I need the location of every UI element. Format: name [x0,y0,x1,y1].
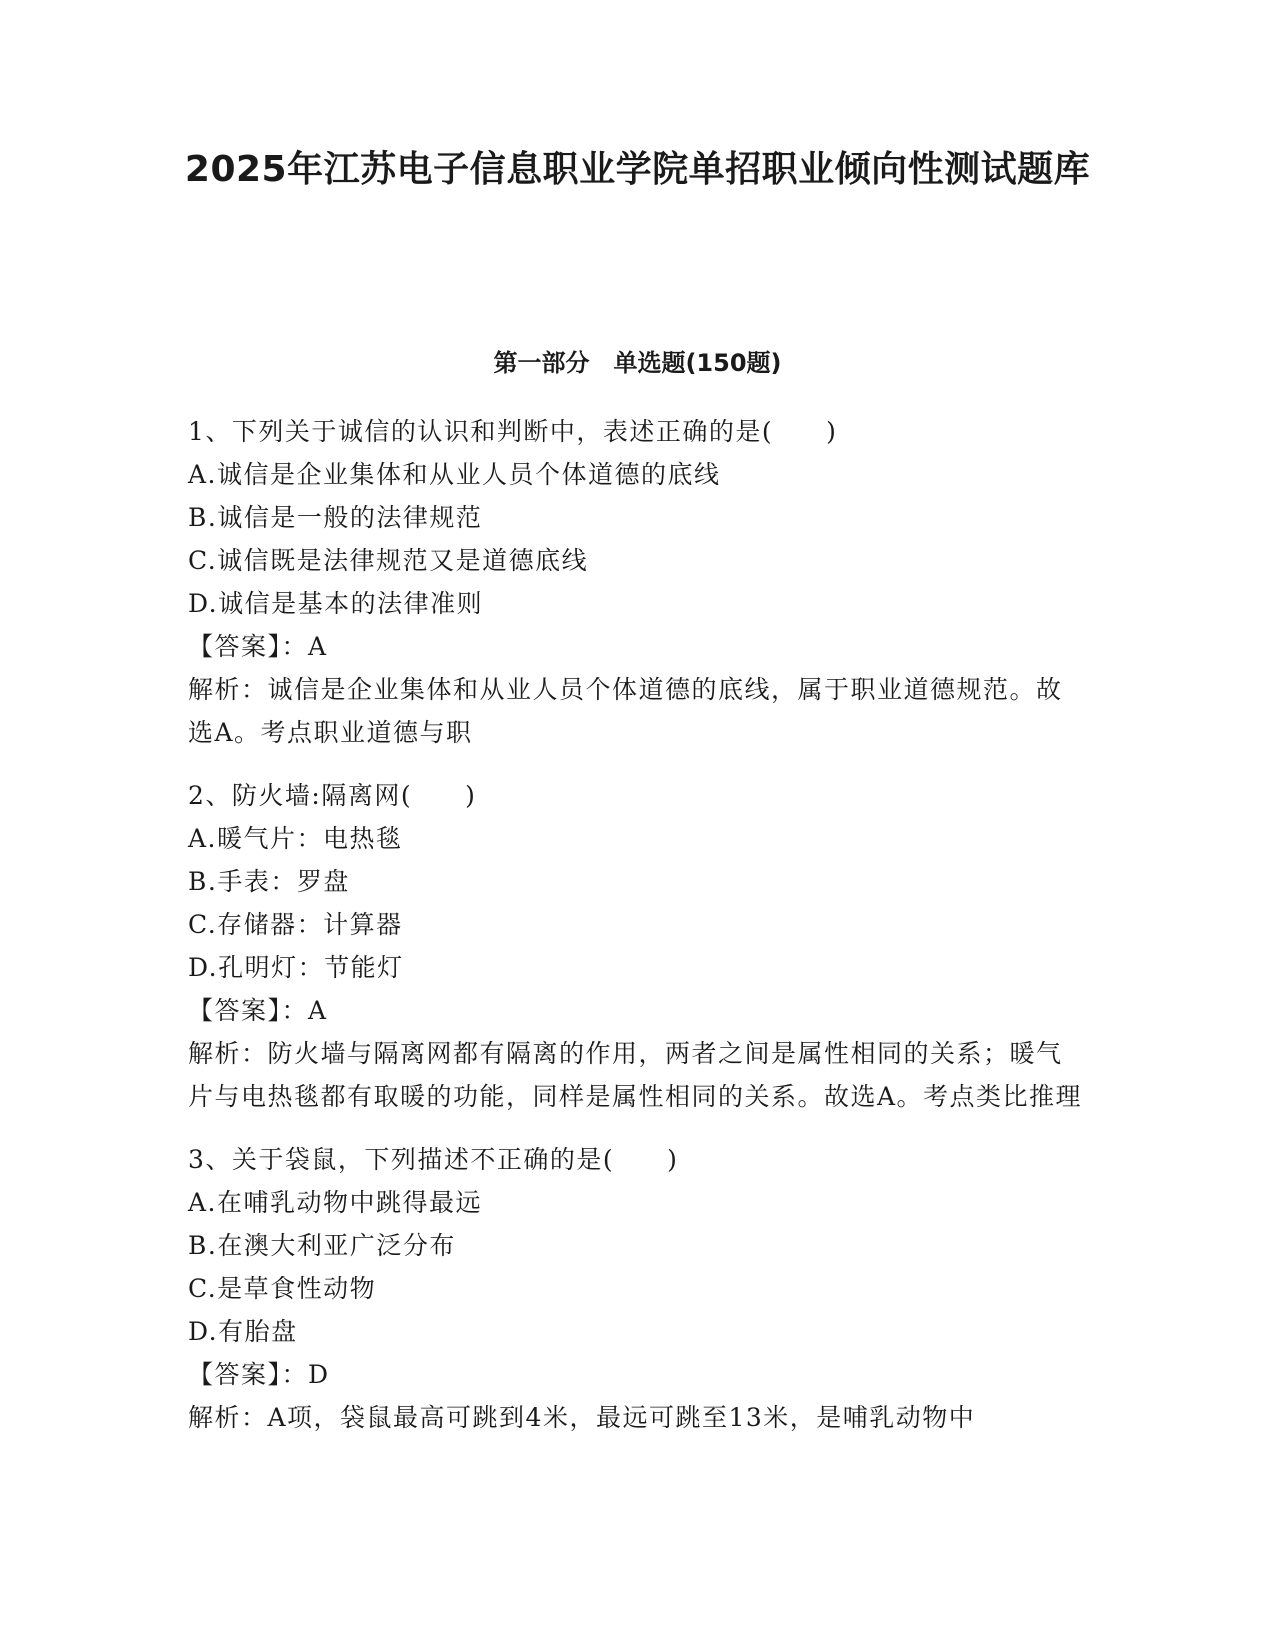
question-list [188,410,1083,1439]
answer-line: 【答案】：A [188,632,328,661]
question-2 [188,774,1083,1118]
option-a: A.在哺乳动物中跳得最远 [188,1188,483,1217]
section-title: 第一部分 单选题(150题) [493,349,782,377]
option-b: B.手表：罗盘 [188,867,350,896]
answer-line: 【答案】：D [188,1360,330,1389]
question-stem: 2、防火墙:隔离网( ) [188,781,477,810]
analysis-text: 解析：防火墙与隔离网都有隔离的作用，两者之间是属性相同的关系；暖气片与电热毯都有取暖的功能，同样是属性相同的关系。故选A。考点类比推理 [188,1039,1083,1111]
option-d: D.诚信是基本的法律准则 [188,589,484,618]
answer-line: 【答案】：A [188,996,328,1025]
option-d: D.孔明灯：节能灯 [188,953,404,982]
option-b: B.诚信是一般的法律规范 [188,503,483,532]
question-stem: 3、关于袋鼠，下列描述不正确的是( ) [188,1145,679,1174]
question-spacer [188,1118,1083,1138]
analysis-text: 解析：诚信是企业集体和从业人员个体道德的底线，属于职业道德规范。故选A。考点职业道德与职 [188,675,1063,747]
option-c: C.存储器：计算器 [188,910,403,939]
question-stem: 1、下列关于诚信的认识和判断中，表述正确的是( ) [188,417,838,446]
option-a: A.诚信是企业集体和从业人员个体道德的底线 [188,460,721,489]
option-b: B.在澳大利亚广泛分布 [188,1231,456,1260]
option-a: A.暖气片：电热毯 [188,824,403,853]
question-spacer [188,754,1083,774]
question-1 [188,410,1083,754]
option-d: D.有胎盘 [188,1317,298,1346]
option-c: C.诚信既是法律规范又是道德底线 [188,546,589,575]
question-3 [188,1138,1083,1439]
analysis-text: 解析：A项，袋鼠最高可跳到4米，最远可跳至13米，是哺乳动物中 [188,1403,976,1432]
option-c: C.是草食性动物 [188,1274,377,1303]
document-title: 2025年江苏电子信息职业学院单招职业倾向性测试题库 [184,149,1091,190]
